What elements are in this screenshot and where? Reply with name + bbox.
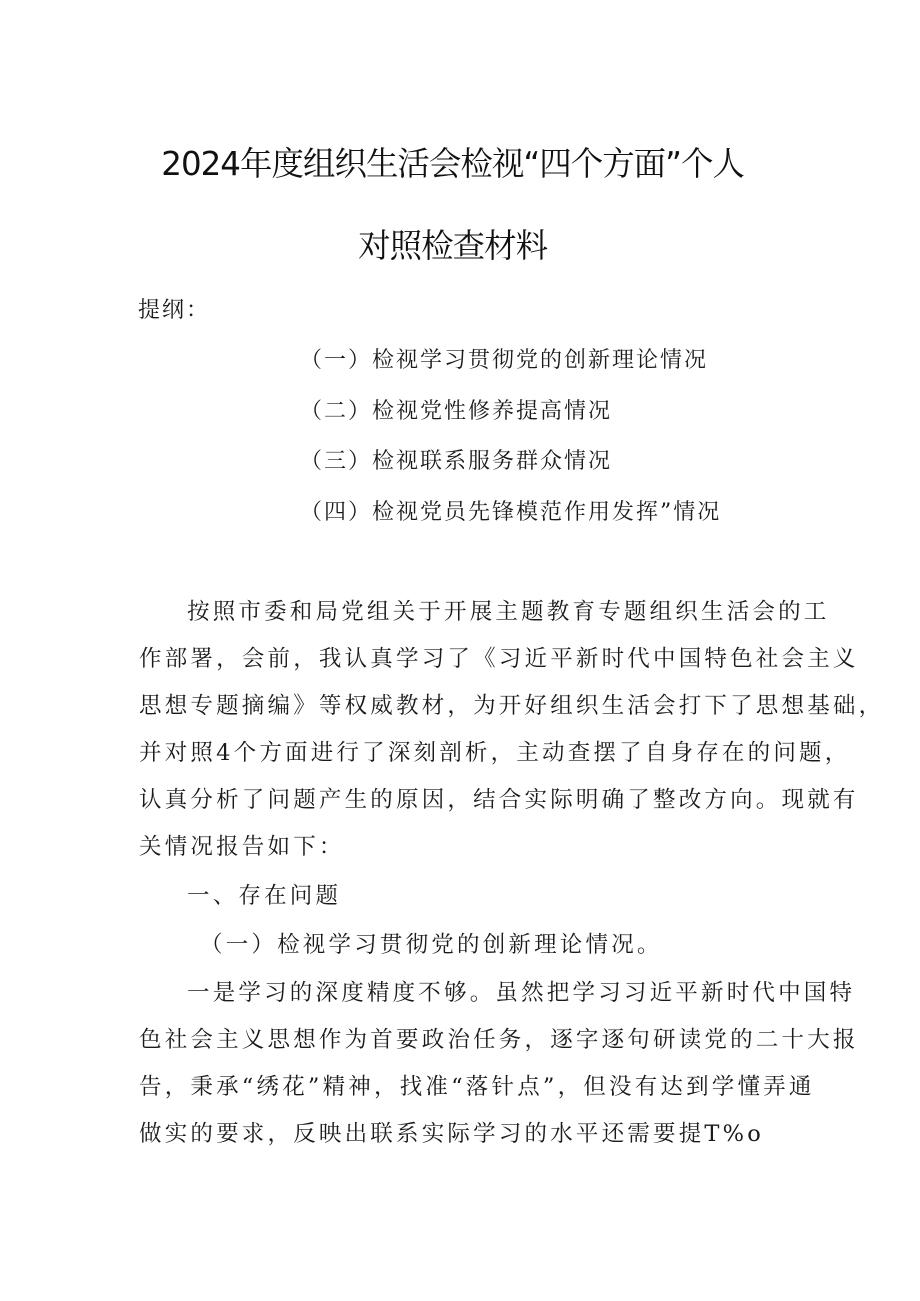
body-paragraph-line: 做实的要求，反映出联系实际学习的水平还需要提T%o [139,1121,764,1147]
intro-paragraph-line: 认真分析了问题产生的原因，结合实际明确了整改方向。现就有 [139,787,859,813]
outline-label: 提纲： [138,298,211,323]
document-title-line-2: 对照检查材料 [358,226,548,265]
outline-item: （一）检视学习贯彻党的创新理论情况 [300,348,709,373]
body-paragraph-line: 色社会主义思想作为首要政治任务，逐字逐句研读党的二十大报 [139,1027,859,1053]
intro-paragraph-line: 作部署，会前，我认真学习了《习近平新时代中国特色社会主义 [139,646,859,672]
intro-paragraph-line: 并对照4个方面进行了深刻剖析，主动查摆了自身存在的问题， [139,740,851,766]
body-paragraph-line: 告，秉承“绣花”精神，找准“落针点”，但没有达到学懂弄通 [139,1074,815,1100]
outline-item: （二）检视党性修养提高情况 [300,399,613,424]
intro-paragraph-line: 按照市委和局党组关于开展主题教育专题组织生活会的工 [187,599,830,625]
document-title-line-1: 2024年度组织生活会检视“四个方面”个人 [161,144,744,183]
outline-item: （四）检视党员先锋模范作用发挥”情况 [300,500,722,525]
outline-item: （三）检视联系服务群众情况 [300,449,613,474]
subsection-heading: （一）检视学习贯彻党的创新理论情况。 [200,932,663,958]
body-paragraph-line: 一是学习的深度精度不够。虽然把学习习近平新时代中国特 [187,980,856,1006]
intro-paragraph-line: 关情况报告如下： [139,834,345,860]
section-heading: 一、存在问题 [187,883,342,909]
intro-paragraph-line: 思想专题摘编》等权威教材，为开好组织生活会打下了思想基础， [139,693,885,719]
